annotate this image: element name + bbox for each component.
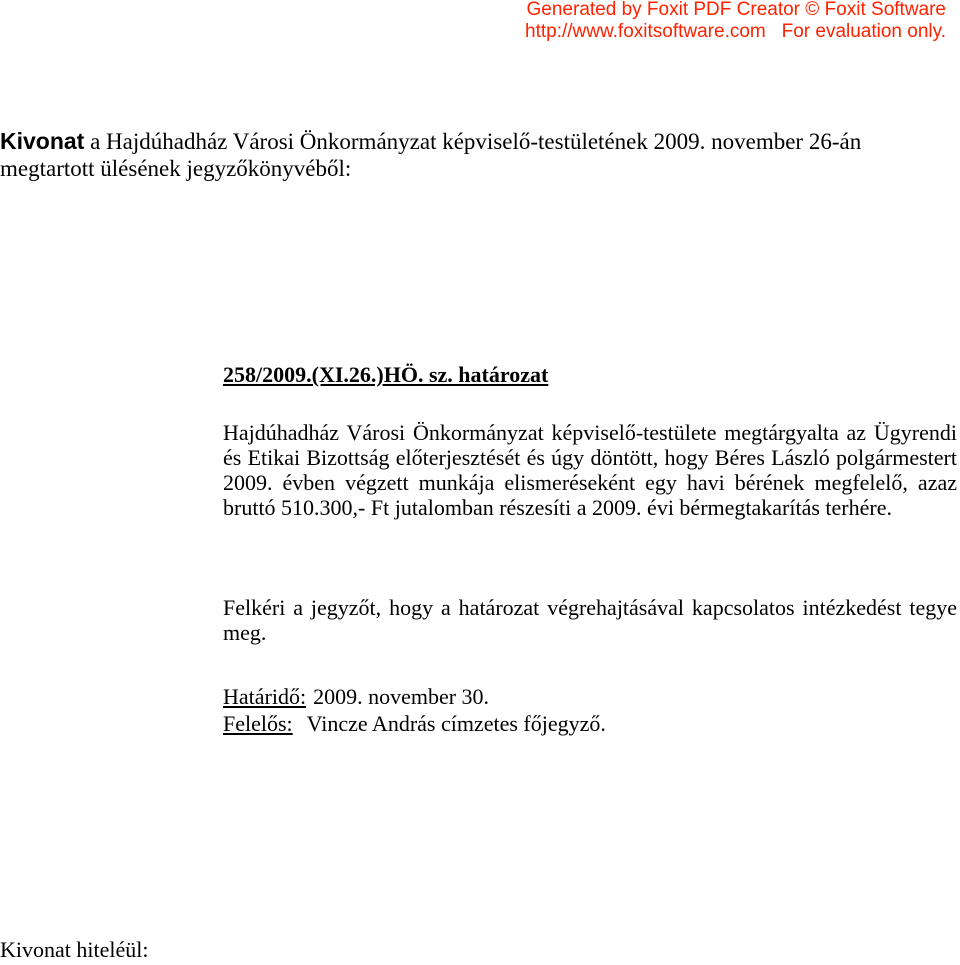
deadline-row: [223, 683, 957, 710]
resolution-request-paragraph: Felkéri a jegyzőt, hogy a határozat végrehajtásával kapcsolatos intézkedést tegye meg.: [223, 595, 957, 645]
deadline-label: Határidő:: [223, 684, 307, 709]
extract-intro-text: a Hajdúhadház Városi Önkormányzat képviselő-testületének 2009. november 26-án megtartott ülésének jegyzőkönyvéből:: [0, 129, 862, 181]
deadline-value: 2009. november 30.: [313, 684, 490, 709]
extract-intro-paragraph: [0, 128, 958, 182]
resolution-deadline-block: [223, 683, 957, 737]
evaluation-watermark: [426, 0, 946, 43]
watermark-generator-line: Generated by Foxit PDF Creator © Foxit Software: [526, 0, 946, 20]
certification-label: Kivonat hiteléül:: [0, 937, 149, 962]
watermark-url-line: [426, 21, 946, 43]
resolution-title: 258/2009.(XI.26.)HÖ. sz. határozat: [223, 362, 549, 387]
responsible-row: [223, 710, 957, 737]
extract-label: Kivonat: [0, 128, 85, 154]
resolution-body-paragraph: Hajdúhadház Városi Önkormányzat képviselő-testülete megtárgyalta az Ügyrendi és Etikai Bizottság előterjesztését és úgy döntött, hogy Béres László polgármestert 2009. évben végzett munkája elismeréseként egy havi bérének megfelelő, azaz bruttó 510.300,- Ft jutalomban részesíti a 2009. évi bérmegtakarítás terhére.: [223, 420, 957, 520]
responsible-value: Vincze András címzetes főjegyző.: [306, 711, 606, 736]
responsible-label: Felelős:: [223, 711, 293, 736]
watermark-url: http://www.foxitsoftware.com: [525, 21, 766, 42]
watermark-note: For evaluation only.: [781, 21, 946, 42]
